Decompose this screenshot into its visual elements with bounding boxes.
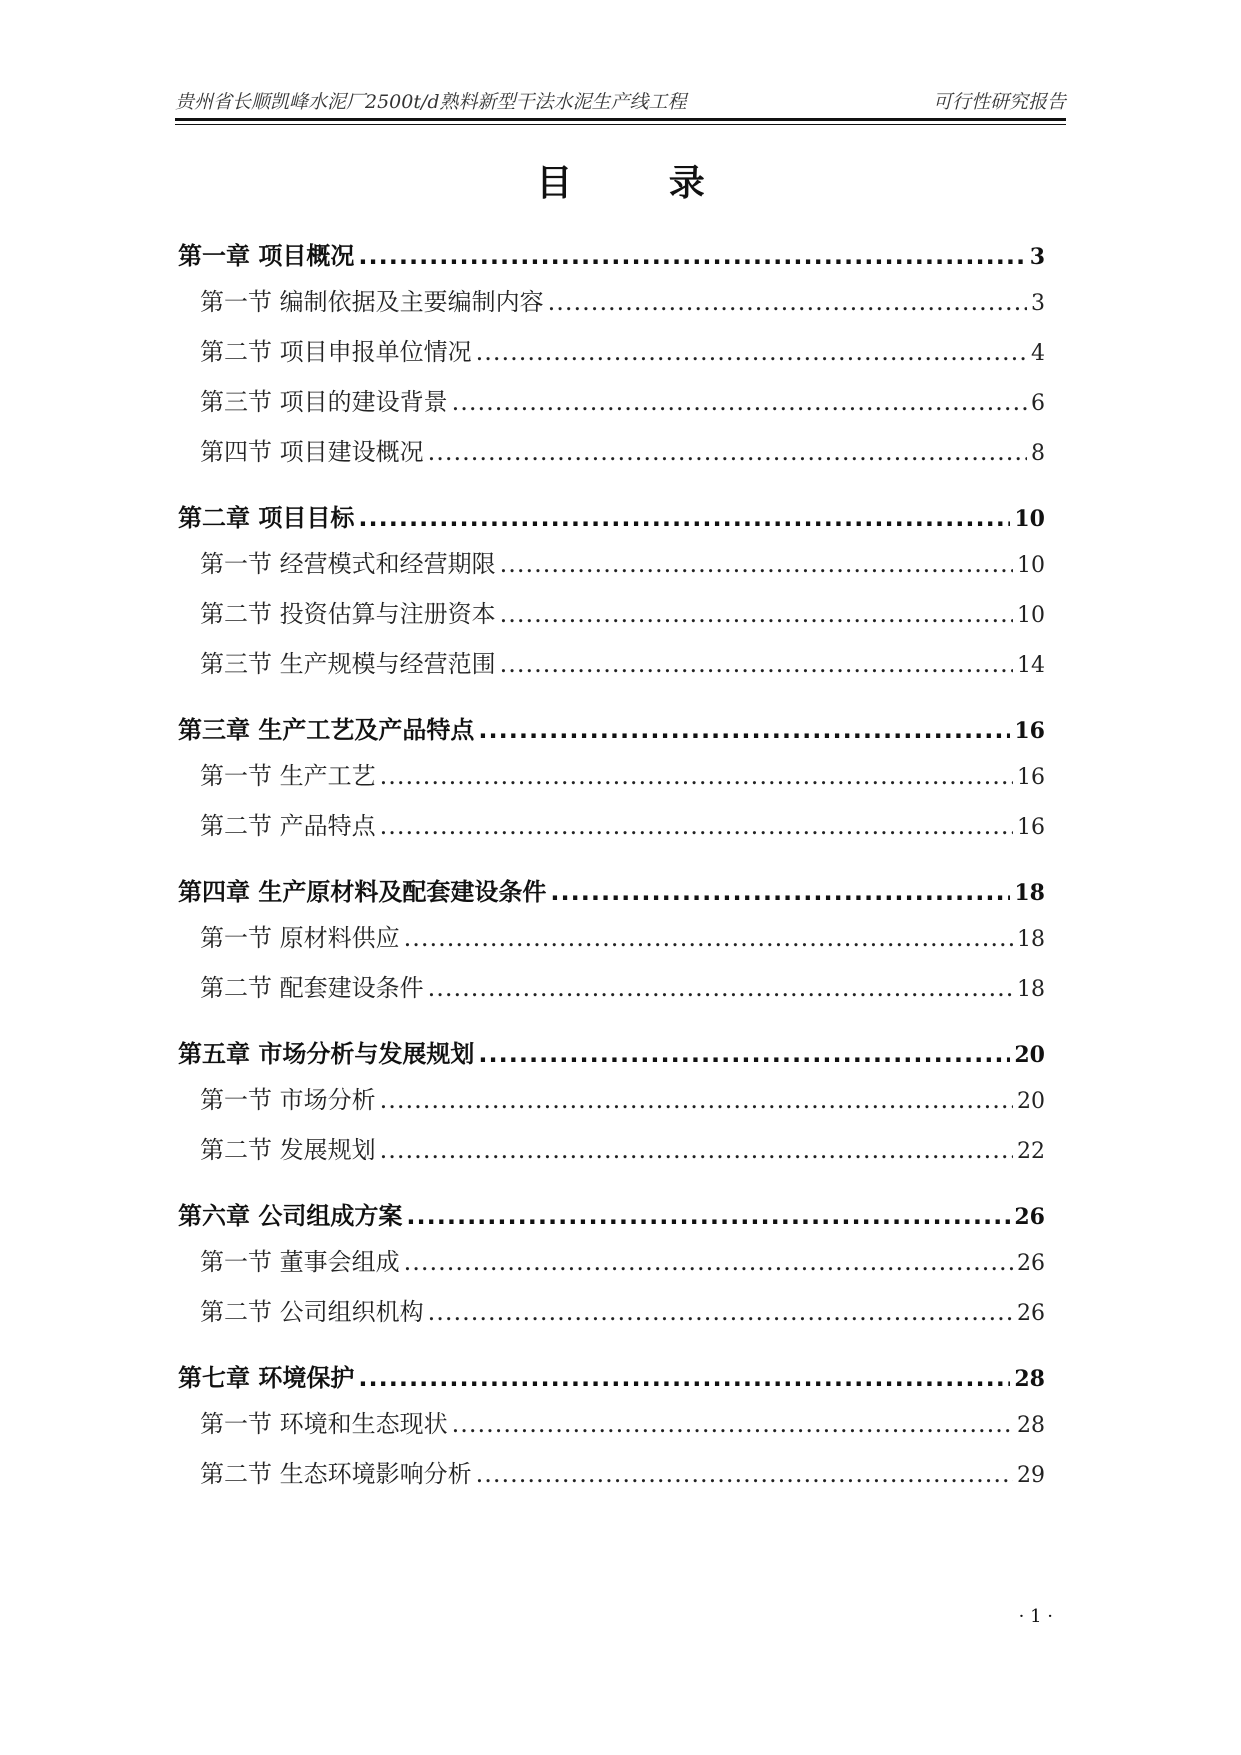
toc-entry-page: 29 bbox=[1017, 1463, 1045, 1488]
toc-section-entry[interactable] bbox=[178, 1292, 1045, 1342]
toc-entry-label: 第七章 环境保护 bbox=[178, 1364, 355, 1392]
toc-entry-label: 第二节 项目申报单位情况 bbox=[200, 338, 472, 366]
toc-section-entry[interactable] bbox=[178, 594, 1045, 644]
dot-leader bbox=[500, 550, 1013, 578]
dot-leader bbox=[478, 716, 1010, 744]
dot-leader bbox=[380, 1086, 1013, 1114]
toc-entry-label: 第二节 生态环境影响分析 bbox=[200, 1460, 472, 1488]
toc-entry-label: 第二节 投资估算与注册资本 bbox=[200, 600, 496, 628]
toc-entry-label: 第六章 公司组成方案 bbox=[178, 1202, 403, 1230]
toc-entry-page: 28 bbox=[1017, 1413, 1045, 1438]
dot-leader bbox=[452, 388, 1027, 416]
running-header bbox=[175, 86, 1066, 114]
toc-entry-page: 16 bbox=[1014, 718, 1045, 744]
toc-entry-page: 14 bbox=[1017, 653, 1045, 678]
toc-entry-page: 28 bbox=[1014, 1366, 1045, 1392]
toc-section-entry[interactable] bbox=[178, 1130, 1045, 1180]
dot-leader bbox=[380, 1136, 1013, 1164]
dot-leader bbox=[452, 1410, 1013, 1438]
toc-section-entry[interactable] bbox=[178, 544, 1045, 594]
toc-entry-page: 16 bbox=[1017, 815, 1045, 840]
toc-entry-label: 第三章 生产工艺及产品特点 bbox=[178, 716, 475, 744]
dot-leader bbox=[404, 1248, 1013, 1276]
toc-chapter-entry[interactable] bbox=[178, 872, 1045, 918]
toc-section-entry[interactable] bbox=[178, 382, 1045, 432]
dot-leader bbox=[358, 1364, 1010, 1392]
toc-chapter-entry[interactable] bbox=[178, 1196, 1045, 1242]
toc-section-entry[interactable] bbox=[178, 1242, 1045, 1292]
toc-chapter-entry[interactable] bbox=[178, 710, 1045, 756]
dot-leader bbox=[406, 1202, 1010, 1230]
dot-leader bbox=[380, 762, 1013, 790]
toc-entry-label: 第一节 经营模式和经营期限 bbox=[200, 550, 496, 578]
toc-entry-label: 第一节 市场分析 bbox=[200, 1086, 376, 1114]
toc-section-entry[interactable] bbox=[178, 918, 1045, 968]
toc-section-entry[interactable] bbox=[178, 756, 1045, 806]
toc-entry-page: 18 bbox=[1017, 927, 1045, 952]
toc-entry-page: 26 bbox=[1014, 1204, 1045, 1230]
toc-section-entry[interactable] bbox=[178, 432, 1045, 482]
toc-entry-label: 第一节 编制依据及主要编制内容 bbox=[200, 288, 544, 316]
page-number: · 1 · bbox=[1018, 1606, 1053, 1627]
toc-entry-page: 26 bbox=[1017, 1251, 1045, 1276]
toc-entry-page: 3 bbox=[1029, 244, 1045, 270]
toc-section-entry[interactable] bbox=[178, 1404, 1045, 1454]
header-rule-thin bbox=[175, 124, 1066, 125]
dot-leader bbox=[404, 924, 1013, 952]
dot-leader bbox=[476, 338, 1027, 366]
toc-entry-page: 16 bbox=[1017, 765, 1045, 790]
dot-leader bbox=[550, 878, 1010, 906]
toc-section-entry[interactable] bbox=[178, 644, 1045, 694]
toc-entry-label: 第一节 董事会组成 bbox=[200, 1248, 400, 1276]
toc-title: 目 录 bbox=[536, 163, 747, 204]
toc-entry-label: 第二节 发展规划 bbox=[200, 1136, 376, 1164]
header-rule bbox=[175, 118, 1066, 121]
toc-chapter-entry[interactable] bbox=[178, 1034, 1045, 1080]
toc-chapter-entry[interactable] bbox=[178, 236, 1045, 282]
dot-leader bbox=[358, 242, 1025, 270]
toc-entry-label: 第二节 产品特点 bbox=[200, 812, 376, 840]
toc-entry-label: 第三节 生产规模与经营范围 bbox=[200, 650, 496, 678]
toc-entry-page: 10 bbox=[1017, 603, 1045, 628]
toc-chapter-entry[interactable] bbox=[178, 1358, 1045, 1404]
toc-entry-page: 20 bbox=[1014, 1042, 1045, 1068]
toc-entry-page: 10 bbox=[1014, 506, 1045, 532]
toc-entry-label: 第一节 原材料供应 bbox=[200, 924, 400, 952]
dot-leader bbox=[476, 1460, 1013, 1488]
header-report-type: 可行性研究报告 bbox=[932, 91, 1066, 113]
toc-entry-label: 第五章 市场分析与发展规划 bbox=[178, 1040, 475, 1068]
toc-entry-page: 20 bbox=[1017, 1089, 1045, 1114]
toc-entry-label: 第一节 环境和生态现状 bbox=[200, 1410, 448, 1438]
toc-entry-page: 6 bbox=[1031, 391, 1045, 416]
toc-entry-label: 第四节 项目建设概况 bbox=[200, 438, 424, 466]
toc-entry-label: 第二节 公司组织机构 bbox=[200, 1298, 424, 1326]
toc-entry-label: 第四章 生产原材料及配套建设条件 bbox=[178, 878, 547, 906]
dot-leader bbox=[548, 288, 1027, 316]
dot-leader bbox=[380, 812, 1013, 840]
toc-entry-page: 4 bbox=[1031, 341, 1045, 366]
toc-entry-page: 3 bbox=[1031, 291, 1045, 316]
toc-section-entry[interactable] bbox=[178, 1454, 1045, 1504]
toc-entry-label: 第一章 项目概况 bbox=[178, 242, 355, 270]
toc-entry-page: 26 bbox=[1017, 1301, 1045, 1326]
dot-leader bbox=[500, 600, 1013, 628]
toc-entry-label: 第一节 生产工艺 bbox=[200, 762, 376, 790]
toc-entry-label: 第二节 配套建设条件 bbox=[200, 974, 424, 1002]
toc-entry-page: 22 bbox=[1017, 1139, 1045, 1164]
dot-leader bbox=[428, 438, 1027, 466]
toc-section-entry[interactable] bbox=[178, 1080, 1045, 1130]
toc-entry-page: 8 bbox=[1031, 441, 1045, 466]
toc-section-entry[interactable] bbox=[178, 968, 1045, 1018]
dot-leader bbox=[428, 1298, 1013, 1326]
header-project-title: 贵州省长顺凯峰水泥厂2500t/d熟料新型干法水泥生产线工程 bbox=[175, 91, 687, 113]
dot-leader bbox=[500, 650, 1013, 678]
table-of-contents bbox=[178, 236, 1045, 1504]
toc-entry-page: 18 bbox=[1017, 977, 1045, 1002]
toc-section-entry[interactable] bbox=[178, 806, 1045, 856]
toc-chapter-entry[interactable] bbox=[178, 498, 1045, 544]
dot-leader bbox=[358, 504, 1010, 532]
toc-section-entry[interactable] bbox=[178, 282, 1045, 332]
toc-entry-page: 10 bbox=[1017, 553, 1045, 578]
toc-section-entry[interactable] bbox=[178, 332, 1045, 382]
dot-leader bbox=[478, 1040, 1010, 1068]
toc-entry-label: 第二章 项目目标 bbox=[178, 504, 355, 532]
toc-entry-page: 18 bbox=[1014, 880, 1045, 906]
dot-leader bbox=[428, 974, 1013, 1002]
toc-entry-label: 第三节 项目的建设背景 bbox=[200, 388, 448, 416]
